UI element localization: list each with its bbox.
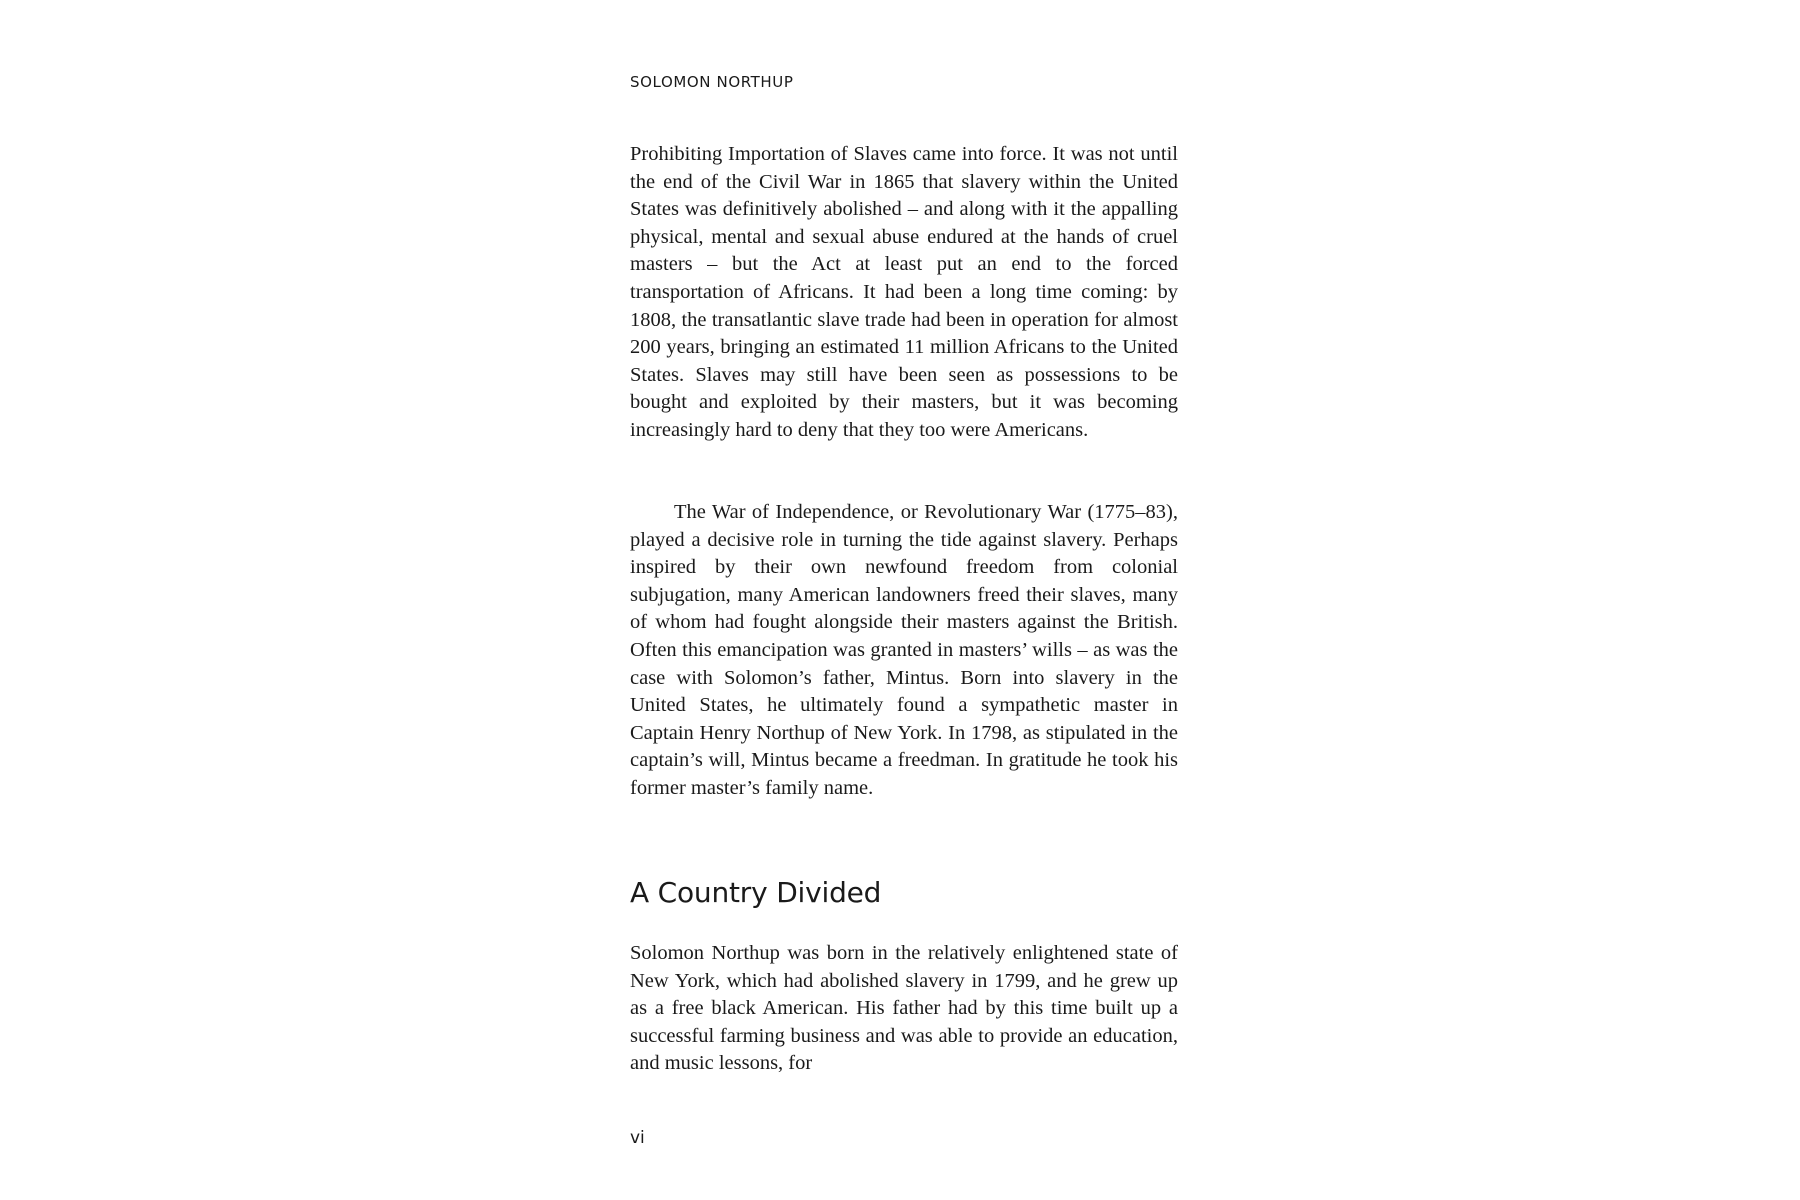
paragraph-2: The War of Independence, or Revolutionary War (1775–83), played a decisive role in turning the tide against slavery. Perhaps inspired by their own newfound freedom from colonial subjugation, many American landowners freed their slaves, many of whom had fought alongside their masters against the British. Often this emancipation was granted in masters’ wills – as was the case with Solomon’s father, Mintus. Born into slavery in the United States, he ultimately found a sympathetic master in Captain Henry Northup of New York. In 1798, as stipulated in the captain’s will, Mintus became a freedman. In gratitude he took his former master’s family name. [630,501,1178,799]
section-paragraph-1: Solomon Northup was born in the relatively enlightened state of New York, which had abolished slavery in 1799, and he grew up as a free black American. His father had by this time built up a successful farming business and was able to provide an education, and music lessons, for [630,942,1178,1075]
paragraph-1: Prohibiting Importation of Slaves came into force. It was not until the end of the Civil War in 1865 that slavery within the United States was definitively abolished – and along with it the appalling physical, mental and sexual abuse endured at the hands of cruel masters – but the Act at least put an end to the forced transportation of Africans. It had been a long time coming: by 1808, the transatlantic slave trade had been in operation for almost 200 years, bringing an estimated 11 million Africans to the United States. Slaves may still have been seen as possessions to be bought and exploited by their masters, but it was becoming increasingly hard to deny that they too were Americans. [630,143,1178,441]
page-number: vi [630,1128,645,1148]
running-head: SOLOMON NORTHUP [630,73,794,91]
book-page [630,0,1178,1200]
section-heading: A Country Divided [630,876,882,909]
